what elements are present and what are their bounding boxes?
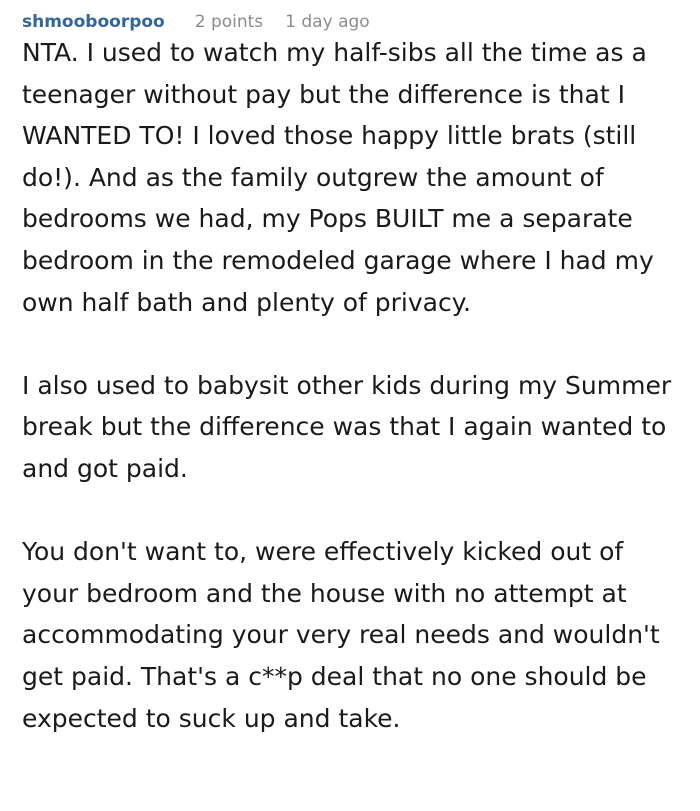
comment-paragraph-3: You don't want to, were effectively kicked out of your bedroom and the house with no attempt at accommodating your very real needs and wouldn't get paid. That's a c**p deal that no one should be expected to suck up and take. bbox=[22, 537, 660, 733]
points-count: 2 points bbox=[194, 12, 264, 32]
comment-body bbox=[22, 32, 682, 739]
comment-paragraph-2: I also used to babysit other kids during my Summer break but the difference was that I again wanted to and got paid. bbox=[22, 370, 672, 483]
username-link[interactable]: shmooboorpoo bbox=[22, 12, 165, 32]
comment-paragraph-1: NTA. I used to watch my half-sibs all the time as a teenager without pay but the difference is that I WANTED TO! I loved those happy little brats (still do!). And as the family outgrew the amount of bedrooms we had, my Pops BUILT me a separate bedroom in the remodeled garage where I had my own half bath and plenty of privacy. bbox=[22, 38, 654, 317]
timestamp[interactable]: 1 day ago bbox=[285, 12, 370, 32]
